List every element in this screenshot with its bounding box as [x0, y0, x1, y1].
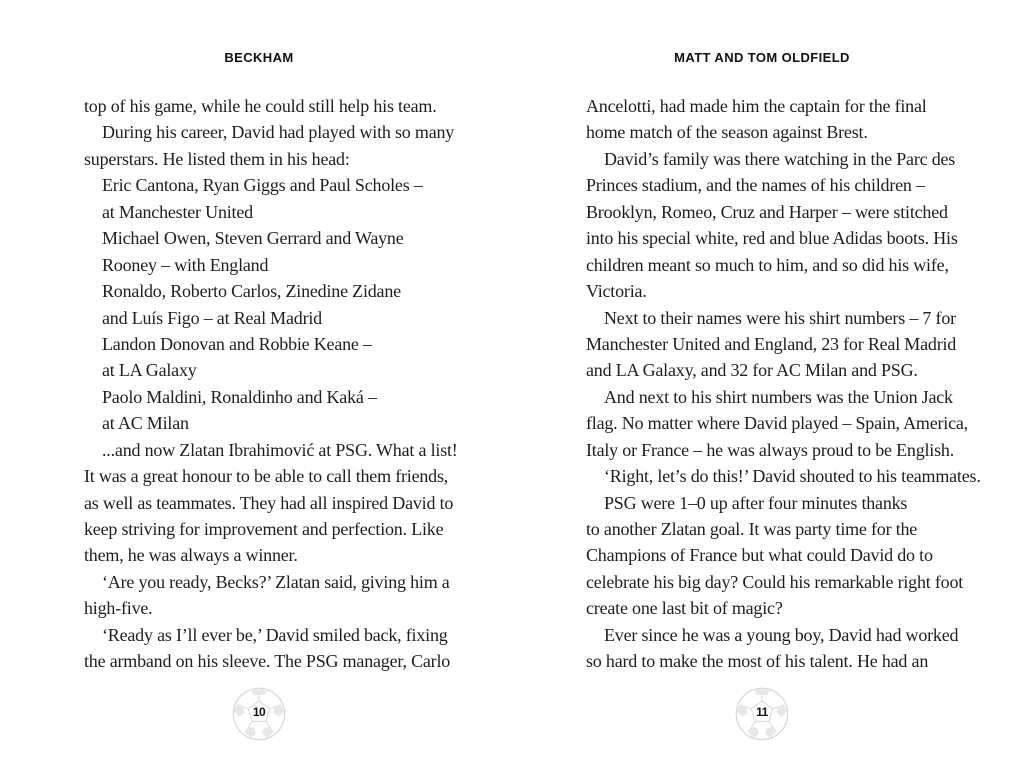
- text-line: create one last bit of magic?: [586, 598, 783, 619]
- text-line: and LA Galaxy, and 32 for AC Milan and PSG.: [586, 360, 918, 381]
- text-line: ‘Right, let’s do this!’ David shouted to his teammates.: [604, 466, 981, 487]
- page-number-label-left: 10: [252, 705, 266, 719]
- text-line: flag. No matter where David played – Spain, America,: [586, 413, 968, 434]
- text-line: ...and now Zlatan Ibrahimović at PSG. What a list!: [102, 439, 458, 460]
- running-head-left: BECKHAM: [224, 50, 294, 65]
- text-line: Champions of France but what could David do to: [586, 545, 933, 566]
- text-line: home match of the season against Brest.: [586, 122, 868, 143]
- text-line: at Manchester United: [102, 201, 253, 222]
- text-line: and Luís Figo – at Real Madrid: [102, 307, 322, 328]
- text-line: Ever since he was a young boy, David had worked: [604, 624, 959, 645]
- text-line: top of his game, while he could still help his team.: [84, 96, 437, 116]
- text-line: Italy or France – he was always proud to be English.: [586, 439, 955, 460]
- page-number-label-right: 11: [756, 705, 768, 719]
- text-line: into his special white, red and blue Adidas boots. His: [586, 228, 958, 249]
- text-line: as well as teammates. They had all inspired David to: [84, 492, 454, 513]
- page-left: [84, 0, 458, 783]
- page-body-right: [586, 93, 981, 675]
- text-line: Brooklyn, Romeo, Cruz and Harper – were stitched: [586, 201, 948, 222]
- text-line: at AC Milan: [102, 413, 189, 434]
- text-line: superstars. He listed them in his head:: [84, 148, 350, 169]
- text-line: Victoria.: [586, 281, 647, 302]
- running-head-right: MATT AND TOM OLDFIELD: [674, 50, 850, 65]
- text-line: Next to their names were his shirt numbers – 7 for: [604, 307, 956, 328]
- text-line: It was a great honour to be able to call them friends,: [84, 466, 449, 487]
- text-line: PSG were 1–0 up after four minutes thanks: [604, 492, 908, 513]
- text-line: ‘Are you ready, Becks?’ Zlatan said, giving him a: [102, 571, 450, 592]
- text-line: ‘Ready as I’ll ever be,’ David smiled back, fixing: [102, 624, 448, 645]
- text-line: the armband on his sleeve. The PSG manager, Carlo: [84, 651, 451, 672]
- text-line: high-five.: [84, 598, 153, 619]
- text-line: so hard to make the most of his talent. He had an: [586, 651, 929, 672]
- text-line: to another Zlatan goal. It was party time for the: [586, 519, 918, 539]
- page-body-left: [84, 93, 458, 675]
- text-line: During his career, David had played with so many: [102, 122, 455, 143]
- page-number-left: [231, 686, 287, 742]
- text-line: celebrate his big day? Could his remarkable right foot: [586, 571, 964, 592]
- text-line: keep striving for improvement and perfection. Like: [84, 519, 444, 539]
- text-line: And next to his shirt numbers was the Union Jack: [604, 386, 953, 407]
- text-line: Eric Cantona, Ryan Giggs and Paul Scholes –: [102, 175, 423, 196]
- text-line: Paolo Maldini, Ronaldinho and Kaká –: [102, 386, 377, 407]
- text-line: Manchester United and England, 23 for Real Madrid: [586, 333, 957, 354]
- text-line: David’s family was there watching in the Parc des: [604, 148, 956, 169]
- text-line: at LA Galaxy: [102, 360, 197, 381]
- text-line: Ancelotti, had made him the captain for the final: [586, 96, 927, 116]
- text-line: Rooney – with England: [102, 254, 269, 275]
- page-right: [586, 0, 981, 783]
- text-line: Princes stadium, and the names of his children –: [586, 175, 925, 196]
- page-number-right: [734, 686, 790, 742]
- text-line: Ronaldo, Roberto Carlos, Zinedine Zidane: [102, 281, 401, 302]
- text-line: children meant so much to him, and so did his wife,: [586, 254, 949, 275]
- text-line: Michael Owen, Steven Gerrard and Wayne: [102, 228, 404, 249]
- text-line: Landon Donovan and Robbie Keane –: [102, 333, 372, 354]
- text-line: them, he was always a winner.: [84, 545, 298, 566]
